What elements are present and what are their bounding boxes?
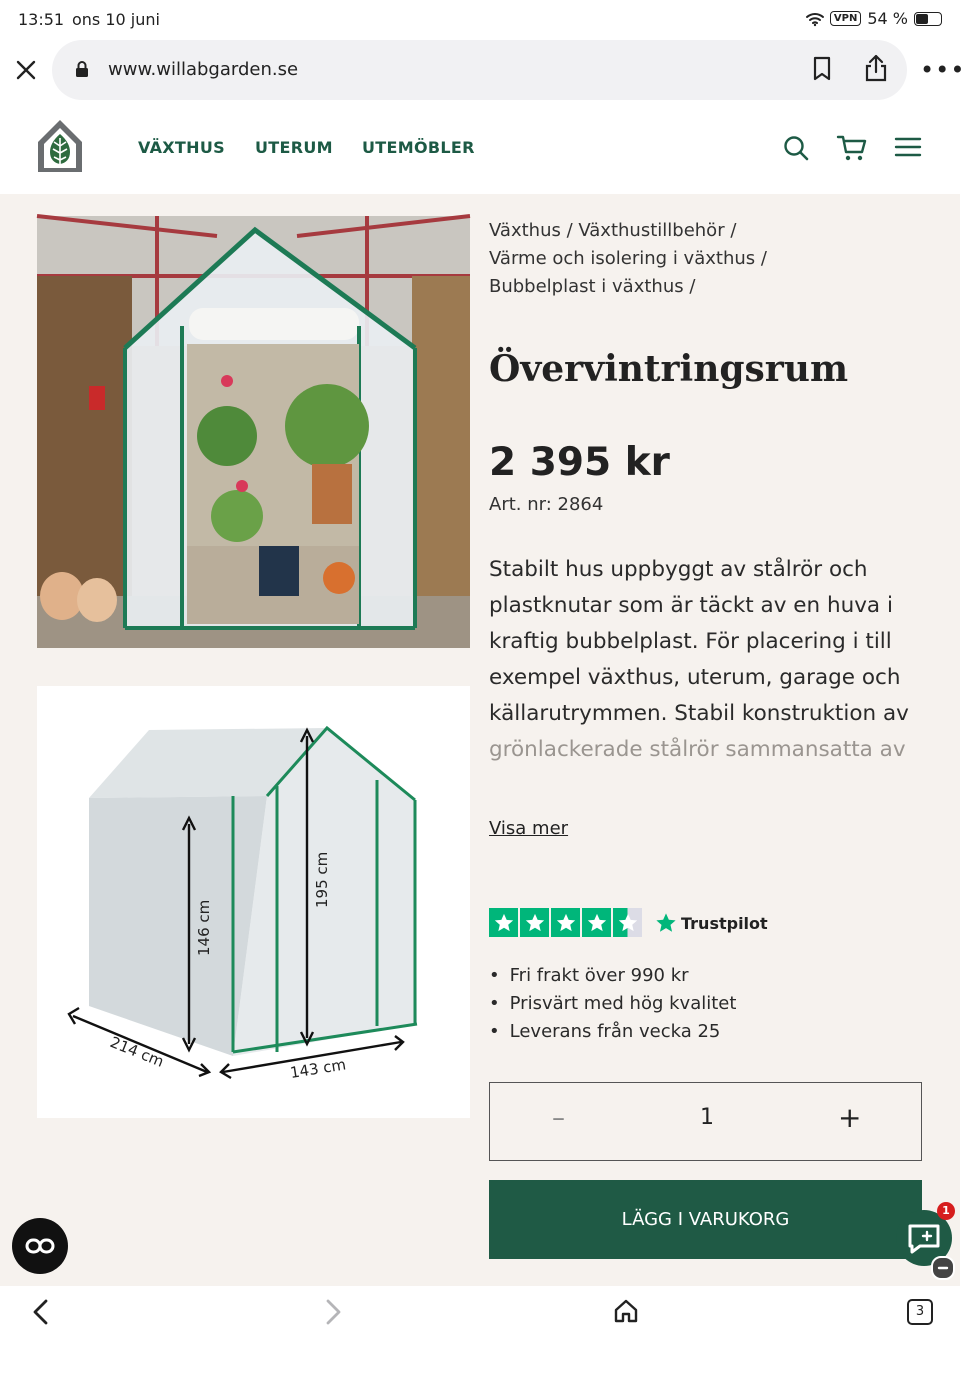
product-page [0, 194, 960, 1286]
status-date: ons 10 juni [72, 10, 160, 29]
chat-notification-badge: 1 [937, 1202, 955, 1220]
tabs-button[interactable] [907, 1299, 933, 1325]
vpn-badge: VPN [830, 11, 861, 26]
chat-minimize-button[interactable] [931, 1256, 955, 1280]
glasses-icon [12, 1218, 68, 1274]
breadcrumb-line-2[interactable]: Värme och isolering i växthus / [489, 248, 767, 269]
browser-toolbar [0, 38, 965, 106]
product-photo[interactable] [37, 216, 470, 648]
forward-icon[interactable] [322, 1298, 344, 1326]
browser-bottom-toolbar [0, 1286, 960, 1381]
add-to-cart-button[interactable]: LÄGG I VARUKORG [489, 1180, 922, 1259]
greenhouse-photo-illustration [37, 216, 470, 648]
article-number: Art. nr: 2864 [489, 494, 604, 515]
url-text[interactable]: www.willabgarden.se [108, 59, 299, 80]
tab-count: 3 [915, 1304, 925, 1319]
battery-fill [916, 14, 928, 24]
address-bar[interactable] [52, 40, 907, 100]
battery-percent: 54 % [867, 9, 908, 28]
dimension-drawing-illustration [37, 686, 470, 1118]
quantity-value[interactable]: 1 [700, 1105, 714, 1130]
product-description [489, 552, 929, 768]
quantity-stepper [489, 1082, 922, 1161]
nav-item-utemobler[interactable]: UTEMÖBLER [362, 138, 475, 157]
rating-star [582, 908, 611, 937]
trustpilot-star-icon [655, 912, 677, 934]
dim-depth: 214 cm [107, 1033, 167, 1071]
lock-icon [74, 60, 90, 78]
site-header [0, 106, 960, 194]
back-icon[interactable] [30, 1298, 52, 1326]
product-dimension-drawing[interactable] [37, 686, 470, 1118]
bookmark-icon[interactable] [812, 56, 832, 82]
rating-star [551, 908, 580, 937]
cart-icon[interactable] [836, 133, 868, 163]
status-bar [0, 0, 960, 38]
nav-item-uterum[interactable]: UTERUM [255, 138, 333, 157]
quantity-increase-button[interactable]: + [838, 1101, 862, 1134]
breadcrumb-line-1[interactable]: Växthus / Växthustillbehör / [489, 220, 737, 241]
usp-item: • Leverans från vecka 25 [489, 1018, 736, 1046]
share-icon[interactable] [864, 53, 888, 83]
more-options-icon[interactable]: ••• [920, 56, 965, 84]
dim-ridge-height: 195 cm [313, 851, 331, 908]
rating-star [520, 908, 549, 937]
usp-item: • Prisvärt med hög kvalitet [489, 990, 736, 1018]
minus-icon [933, 1258, 953, 1278]
usp-list [489, 962, 736, 1046]
accessibility-button[interactable] [12, 1218, 68, 1274]
product-title: Övervintringsrum [489, 348, 849, 390]
hamburger-menu-icon[interactable] [894, 136, 922, 158]
battery-icon [914, 12, 942, 26]
trustpilot-label: Trustpilot [681, 913, 768, 933]
willab-logo[interactable] [36, 118, 84, 174]
breadcrumb-line-3[interactable]: Bubbelplast i växthus / [489, 276, 696, 297]
show-more-link[interactable]: Visa mer [489, 818, 569, 839]
close-icon[interactable] [12, 56, 40, 84]
rating-star [613, 908, 642, 937]
status-right [806, 9, 942, 28]
dim-side-height: 146 cm [195, 899, 213, 956]
wifi-icon [806, 12, 824, 26]
home-icon[interactable] [613, 1298, 639, 1324]
rating-stars[interactable] [489, 908, 642, 937]
product-price: 2 395 kr [489, 440, 670, 485]
description-text: Stabilt hus uppbyggt av stålrör och plastknutar som är täckt av en huva i kraftig bubbelplast. För placering i till exempel växthus, uterum, garage och källarutrymmen. Stabil konstruktion av [489, 557, 909, 726]
usp-item: • Fri frakt över 990 kr [489, 962, 736, 990]
dim-width: 143 cm [288, 1055, 348, 1082]
trustpilot-logo[interactable] [655, 912, 768, 934]
rating-star [489, 908, 518, 937]
status-time: 13:51 [18, 10, 65, 29]
description-faded-text: grönlackerade stålrör sammansatta av [489, 737, 906, 762]
nav-item-vaxthus[interactable]: VÄXTHUS [138, 138, 225, 157]
quantity-decrease-button[interactable]: – [552, 1103, 565, 1133]
search-icon[interactable] [782, 134, 810, 162]
